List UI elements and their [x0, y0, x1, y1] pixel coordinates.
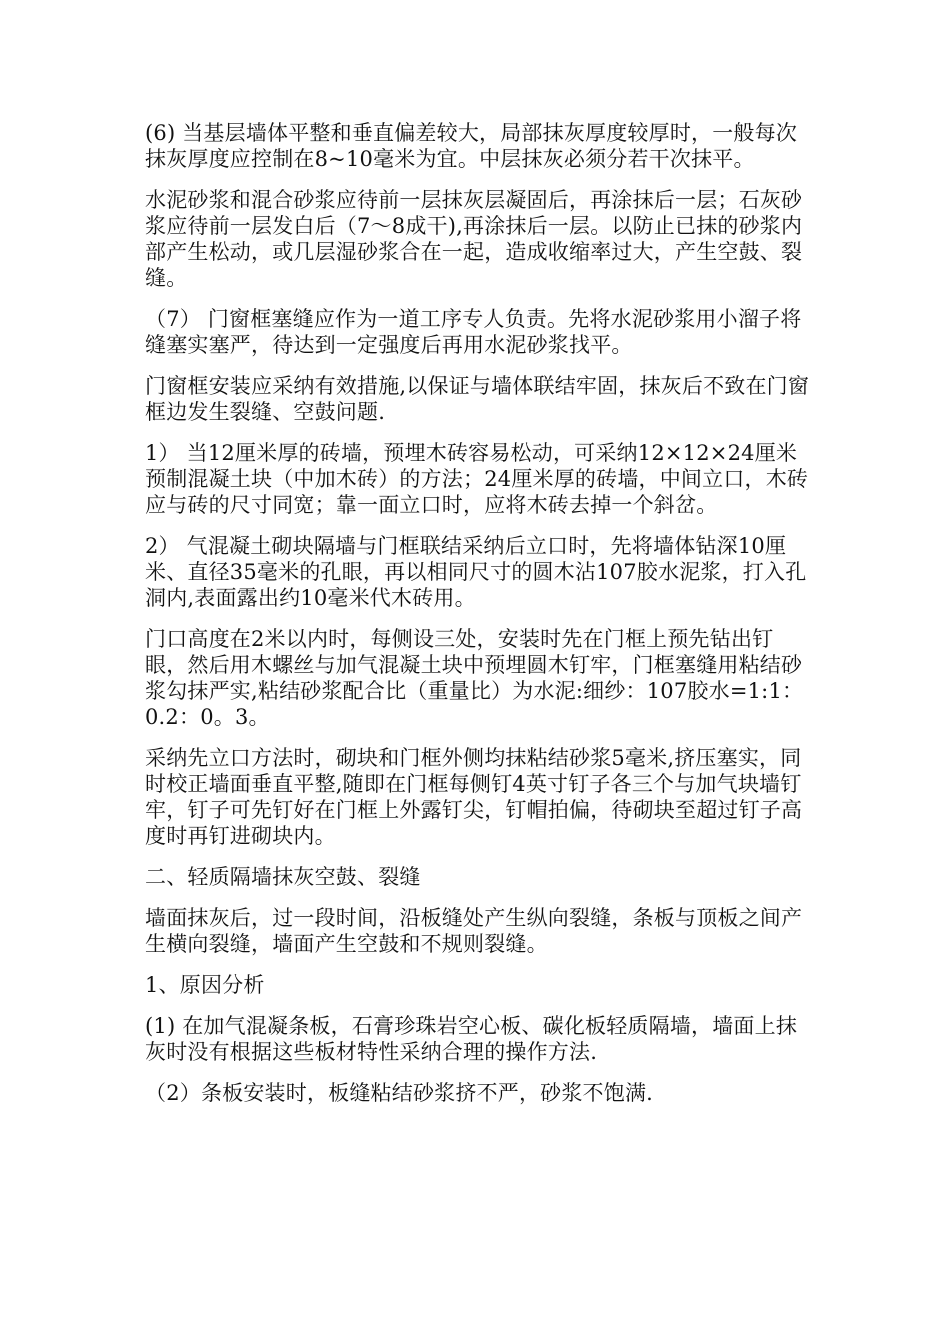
subheading-cause-analysis: 1、原因分析	[145, 973, 265, 997]
paragraph-mortar-curing: 水泥砂浆和混合砂浆应待前一层抹灰层凝固后，再涂抹后一层；石灰砂浆应待前一层发白后（7～8成干),再涂抹后一层。以防止已抹的砂浆内部产生松动，或几层湿砂浆合在一起，造成收缩率过大，产生空鼓、裂缝。	[145, 188, 803, 290]
paragraph-frame-install: 门窗框安装应采纳有效措施,以保证与墙体联结牢固，抹灰后不致在门窗框边发生裂缝、空鼓问题.	[145, 374, 810, 424]
paragraph-6-plaster-thickness: (6) 当基层墙体平整和垂直偏差较大，局部抹灰厚度较厚时，一般每次抹灰厚度应控制在8~10毫米为宜。中层抹灰必须分若干次抹平。	[145, 121, 798, 171]
paragraph-pre-install-method: 采纳先立口方法时，砌块和门框外侧均抹粘结砂浆5毫米,挤压塞实，同时校正墙面垂直平整,随即在门框每侧钉4英寸钉子各三个与加气块墙钉牢，钉子可先钉好在门框上外露钉尖，钉帽拍偏，待砌块至超过钉子高度时再钉进砌块内。	[145, 746, 803, 848]
paragraph-door-height: 门口高度在2米以内时，每侧设三处，安装时先在门框上预先钻出钉眼，然后用木螺丝与加气混凝土块中预埋圆木钉牢，门框塞缝用粘结砂浆勾抹严实,粘结砂浆配合比（重量比）为水泥:细纱：107胶水=1:1：0.2：0。3。	[145, 627, 804, 729]
document-page	[145, 120, 815, 1121]
section-heading-partition-cracks: 二、轻质隔墙抹灰空鼓、裂缝	[145, 865, 421, 889]
paragraph-cause-1: (1) 在加气混凝条板，石膏珍珠岩空心板、碳化板轻质隔墙，墙面上抹灰时没有根据这些板材特性采纳合理的操作方法.	[145, 1014, 798, 1064]
paragraph-crack-description: 墙面抹灰后，过一段时间，沿板缝处产生纵向裂缝，条板与顶板之间产生横向裂缝，墙面产生空鼓和不规则裂缝。	[145, 906, 803, 956]
paragraph-cause-2: （2）条板安装时，板缝粘结砂浆挤不严，砂浆不饱满.	[145, 1081, 654, 1105]
paragraph-1-brick-wall: 1） 当12厘米厚的砖墙，预埋木砖容易松动，可采纳12×12×24厘米预制混凝土块（中加木砖）的方法；24厘米厚的砖墙，中间立口，木砖应与砖的尺寸同宽；靠一面立口时，应将木砖去掉一个斜岔。	[145, 441, 809, 517]
paragraph-2-aerated-block: 2） 气混凝土砌块隔墙与门框联结采纳后立口时，先将墙体钻深10厘米、直径35毫米的孔眼，再以相同尺寸的圆木沾107胶水泥浆，打入孔洞内,表面露出约10毫米代木砖用。	[145, 534, 807, 610]
paragraph-7-frame-gap: （7） 门窗框塞缝应作为一道工序专人负责。先将水泥砂浆用小溜子将缝塞实塞严，待达到一定强度后再用水泥砂浆找平。	[145, 307, 802, 357]
